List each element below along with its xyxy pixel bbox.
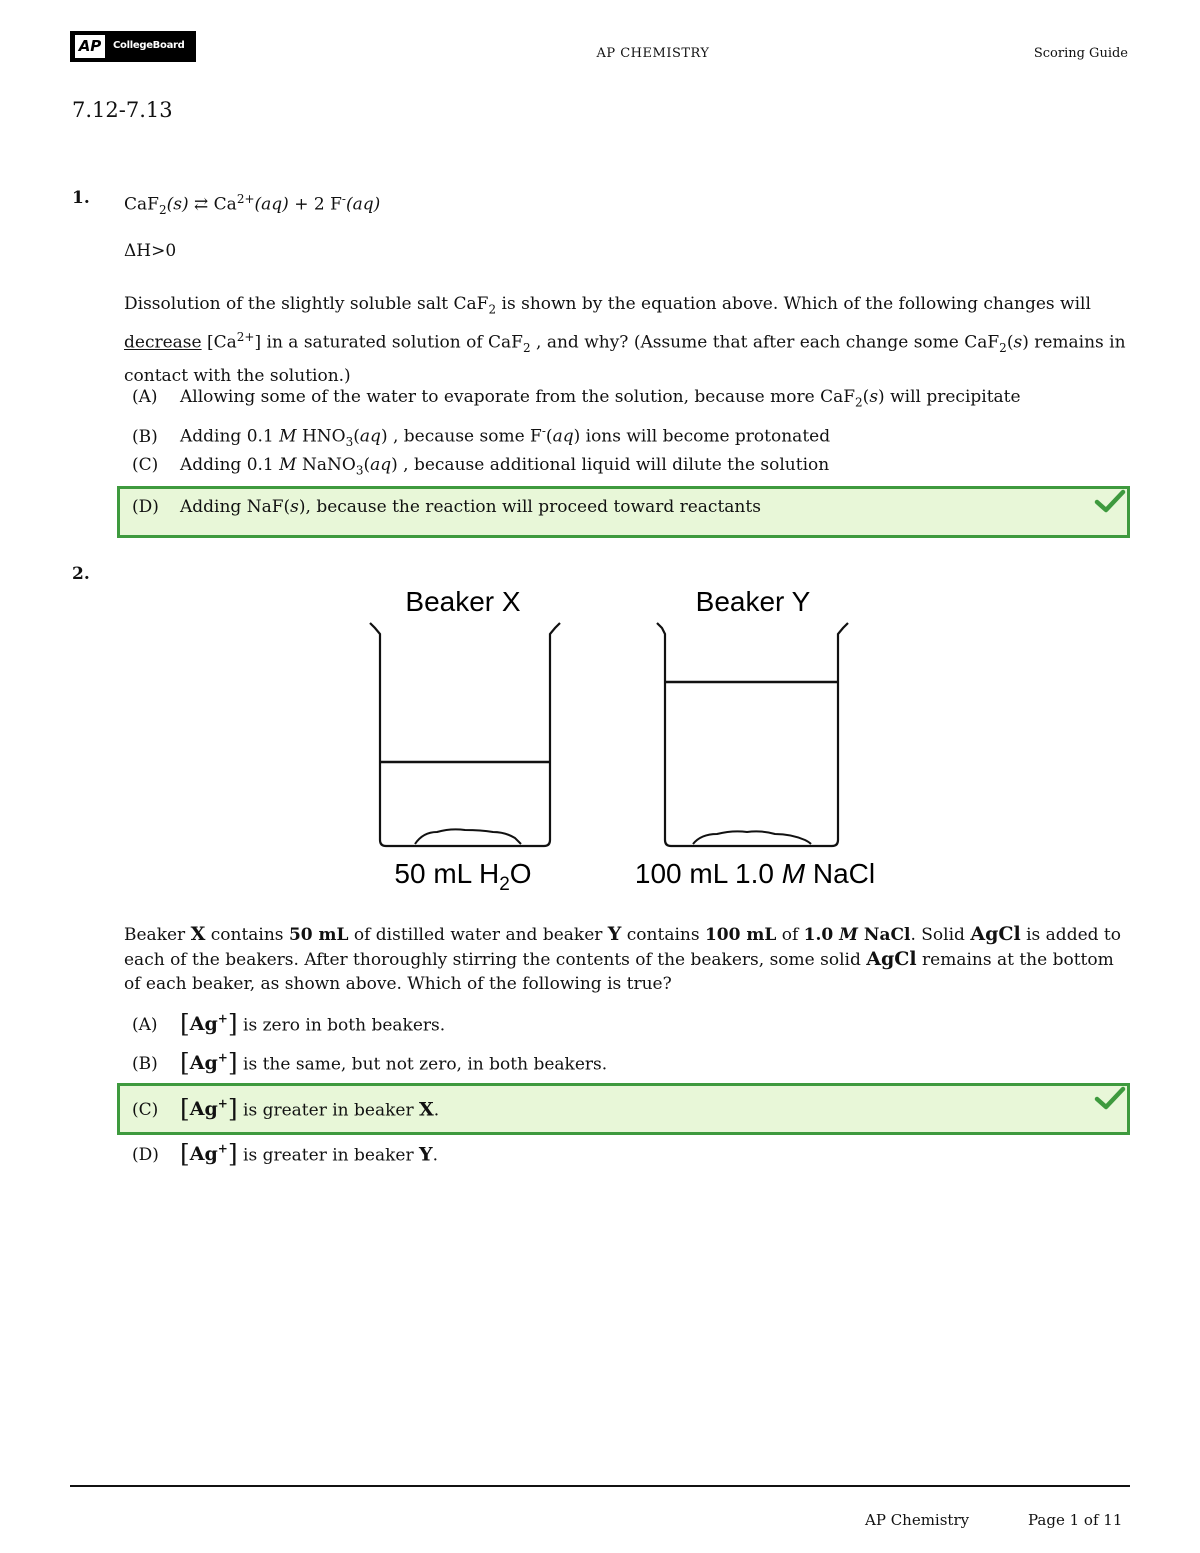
- q1-option-c[interactable]: (C) Adding 0.1 M NaNO$_3$(aq) , because additional liquid will dilute the solution: [132, 455, 830, 478]
- q2-option-b[interactable]: (B) [Ag+] is the same, but not zero, in both beakers.: [132, 1048, 608, 1078]
- q1-option-d[interactable]: (D) Adding NaF(s), because the reaction will proceed toward reactants: [132, 497, 761, 517]
- header-scoring-guide: Scoring Guide: [1033, 46, 1128, 61]
- checkmark-icon: [1093, 489, 1127, 515]
- q1-option-b[interactable]: (B) Adding 0.1 M $HNO_3(aq)$ , because some F-(aq) ions will become protonated: [132, 424, 831, 450]
- q2-option-d[interactable]: (D) [Ag+] is greater in beaker Y.: [132, 1139, 438, 1169]
- beaker-x: [370, 623, 560, 846]
- q2-stem: Beaker X contains 50 mL of distilled water and beaker Y contains 100 mL of 1.0 M NaCl. Solid AgCl is added to each of the beakers. After thoroughly stirring the contents of the beakers, some solid AgCl remains at the bottom of each beaker, as shown above. Which of the following is true?: [124, 923, 1121, 994]
- question-1-number: 1.: [72, 188, 90, 208]
- q1-equation: CaF$_2$(s) ⇄ $Ca^{2+}(aq) + 2$ F-(aq): [124, 192, 381, 218]
- beaker-x-caption: 50 mL $H_2O$: [394, 858, 532, 895]
- collegeboard-wordmark: CollegeBoard: [113, 40, 185, 51]
- footer-page-number: Page 1 of 11: [1028, 1511, 1123, 1529]
- beaker-y: [657, 623, 848, 846]
- header-title: AP CHEMISTRY: [596, 46, 710, 61]
- q2-option-a[interactable]: (A) [Ag+] is zero in both beakers.: [132, 1009, 446, 1039]
- footer-course: AP Chemistry: [865, 1511, 970, 1529]
- beaker-y-title: Beaker Y: [695, 586, 811, 617]
- beaker-figure: [355, 578, 915, 908]
- beaker-y-solid-agcl: [693, 831, 811, 844]
- q1-stem: Dissolution of the slightly soluble salt CaF$_2$ is shown by the equation above. Which of the following changes will decrease $[Ca^{2+}]$ in a saturated solution of CaF$_2$ , and why? (Assume that after each change some CaF$_2$(s) remains in contact with the solution.): [124, 294, 1126, 387]
- beaker-y-caption: 100 mL 1.0 M NaCl: [634, 858, 876, 889]
- beaker-x-title: Beaker X: [405, 586, 521, 617]
- beaker-x-solid-agcl: [415, 829, 521, 844]
- checkmark-icon: [1093, 1086, 1127, 1112]
- q1-delta-h: ΔH>0: [124, 241, 177, 261]
- q2-option-c[interactable]: (C) [Ag+] is greater in beaker X.: [132, 1094, 440, 1124]
- question-2-number: 2.: [72, 564, 90, 584]
- q1-option-a[interactable]: (A) Allowing some of the water to evaporate from the solution, because more CaF$_2$(s) will precipitate: [132, 387, 1021, 410]
- ap-logo-mark: AP: [75, 35, 105, 58]
- section-title: 7.12-7.13: [72, 98, 173, 122]
- footer-divider: [70, 1485, 1130, 1487]
